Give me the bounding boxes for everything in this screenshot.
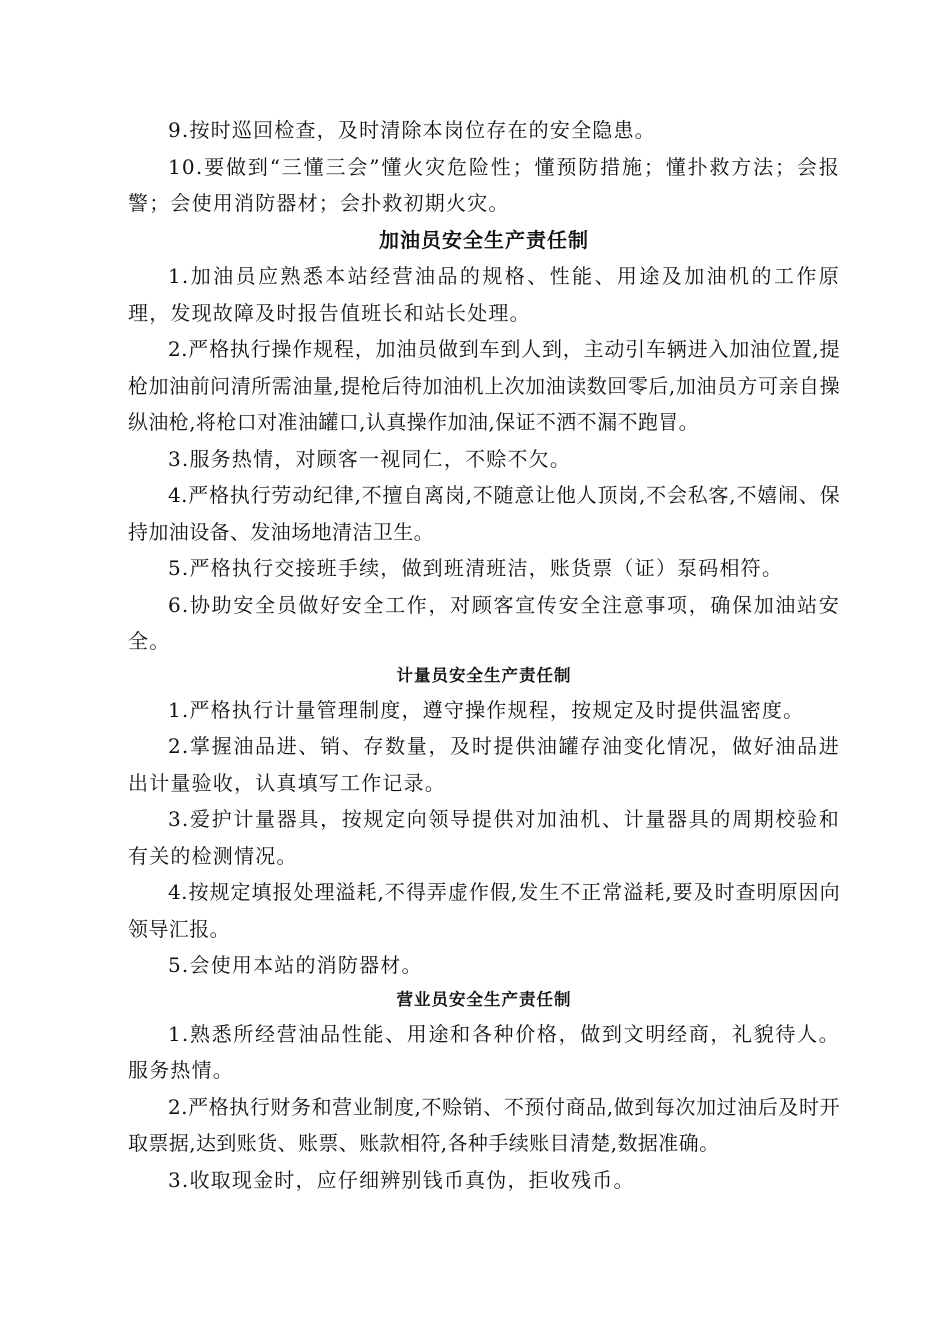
- paragraph: 1.熟悉所经营油品性能、用途和各种价格，做到文明经商，礼貌待人。服务热情。: [128, 1021, 840, 1082]
- paragraph: 2.严格执行财务和营业制度,不赊销、不预付商品,做到每次加过油后及时开取票据,达到账货、账票、账款相符,各种手续账目清楚,数据准确。: [128, 1094, 840, 1155]
- document-body: [128, 112, 840, 1198]
- paragraph: 1.加油员应熟悉本站经营油品的规格、性能、用途及加油机的工作原理，发现故障及时报告值班长和站长处理。: [128, 264, 840, 325]
- paragraph: 6.协助安全员做好安全工作，对顾客宣传安全注意事项，确保加油站安全。: [128, 592, 840, 653]
- section-sales-responsibility: [128, 984, 840, 1199]
- paragraph: 5.严格执行交接班手续，做到班清班洁，账货票（证）泵码相符。: [168, 556, 784, 580]
- paragraph: 3.收取现金时，应仔细辨别钱币真伪，拒收残币。: [168, 1167, 635, 1192]
- paragraph: 5.会使用本站的消防器材。: [168, 953, 423, 977]
- section-heading: 计量员安全生产责任制: [396, 665, 572, 685]
- section-fueler-responsibility: [128, 222, 840, 660]
- paragraph: 4.严格执行劳动纪律,不擅自离岗,不随意让他人顶岗,不会私客,不嬉闹、保持加油设备、发油场地清洁卫生。: [128, 483, 840, 544]
- section-general-duties: [128, 112, 840, 222]
- paragraph: 10.要做到“三懂三会”懂火灾危险性；懂预防措施；懂扑救方法；会报警；会使用消防器材；会扑救初期火灾。: [128, 154, 840, 215]
- paragraph: 3.服务热情，对顾客一视同仁，不赊不欠。: [168, 446, 572, 471]
- paragraph: 4.按规定填报处理溢耗,不得弄虚作假,发生不正常溢耗,要及时查明原因向领导汇报。: [128, 880, 840, 941]
- paragraph: 3.爱护计量器具，按规定向领导提供对加油机、计量器具的周期校验和有关的检测情况。: [128, 807, 840, 868]
- paragraph: 9.按时巡回检查，及时清除本岗位存在的安全隐患。: [168, 118, 656, 142]
- paragraph: 1.严格执行计量管理制度，遵守操作规程，按规定及时提供温密度。: [168, 697, 805, 722]
- paragraph: 2.掌握油品进、销、存数量，及时提供油罐存油变化情况，做好油品进出计量验收，认真填写工作记录。: [128, 734, 840, 795]
- section-metering-responsibility: [128, 660, 840, 984]
- paragraph: 2.严格执行操作规程，加油员做到车到人到，主动引车辆进入加油位置,提枪加油前问清所需油量,提枪后待加油机上次加油读数回零后,加油员方可亲自操纵油枪,将枪口对准油罐口,认真操作加油,保证不洒不漏不跑冒。: [128, 337, 840, 434]
- section-heading: 营业员安全生产责任制: [396, 989, 572, 1009]
- section-heading: 加油员安全生产责任制: [379, 227, 589, 252]
